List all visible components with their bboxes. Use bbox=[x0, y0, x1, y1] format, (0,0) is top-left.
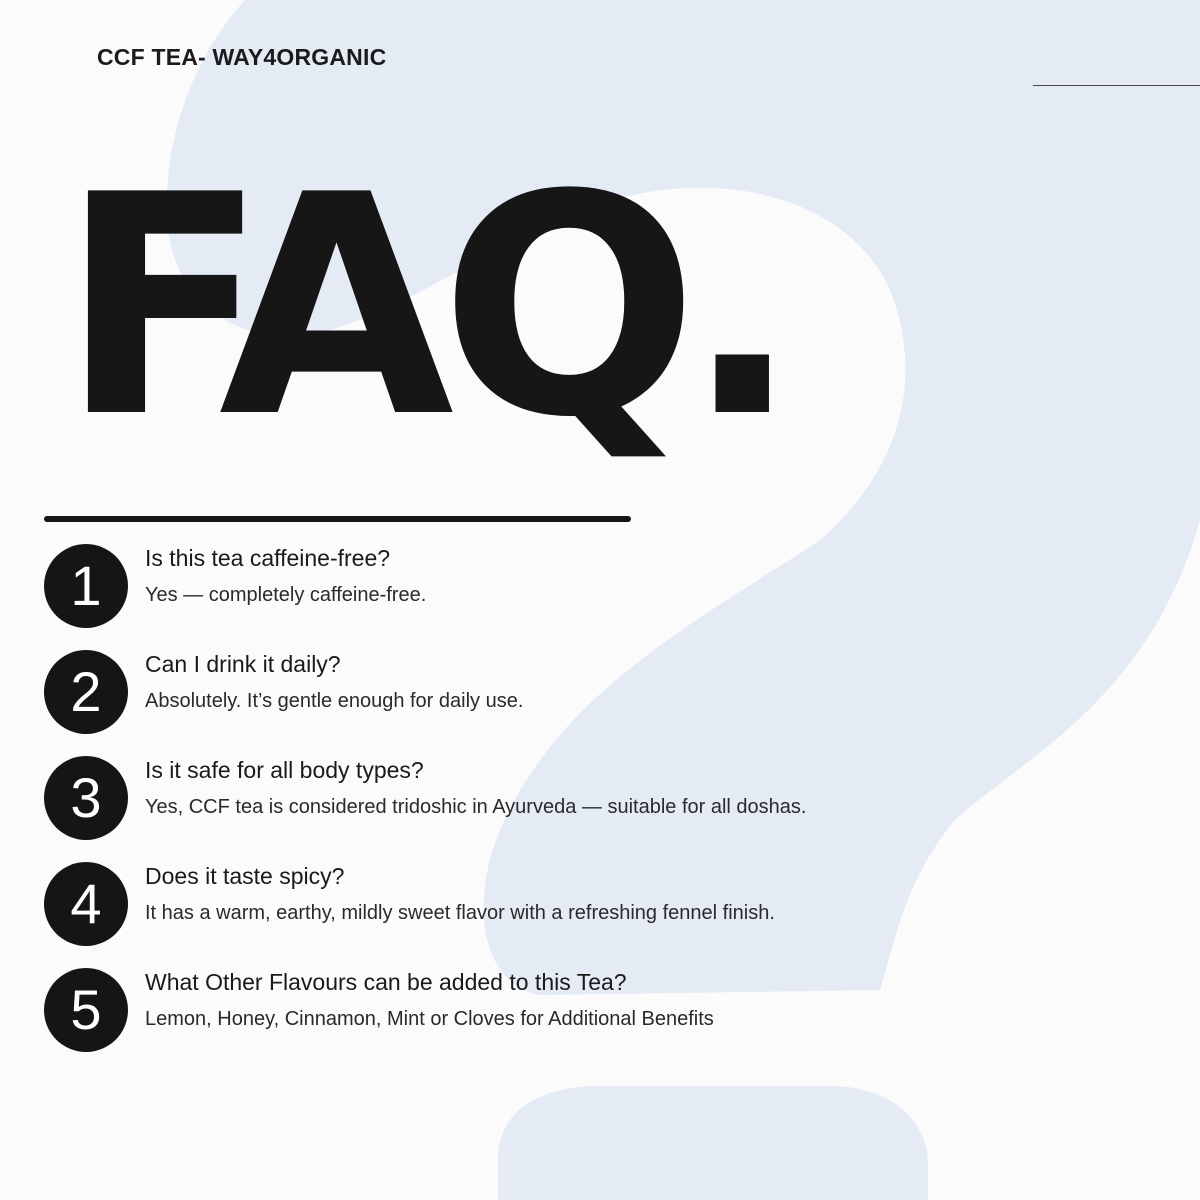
number-badge: 5 bbox=[44, 968, 128, 1052]
number-badge: 2 bbox=[44, 650, 128, 734]
faq-item-5 bbox=[44, 968, 1154, 1074]
faq-question: What Other Flavours can be added to this Tea? bbox=[145, 969, 627, 995]
brand-name: CCF TEA- WAY4ORGANIC bbox=[97, 44, 387, 70]
faq-item-2 bbox=[44, 650, 1154, 756]
faq-answer: Absolutely. It’s gentle enough for daily use. bbox=[145, 690, 524, 712]
top-right-rule bbox=[1033, 85, 1200, 86]
faq-answer: Lemon, Honey, Cinnamon, Mint or Cloves for Additional Benefits bbox=[145, 1008, 714, 1030]
title-divider bbox=[44, 516, 631, 522]
number-badge: 3 bbox=[44, 756, 128, 840]
faq-list bbox=[44, 544, 1154, 1074]
faq-question: Is this tea caffeine-free? bbox=[145, 545, 391, 571]
faq-answer: It has a warm, earthy, mildly sweet flavor with a refreshing fennel finish. bbox=[145, 902, 775, 924]
question-mark-dot bbox=[498, 1086, 928, 1200]
faq-question: Is it safe for all body types? bbox=[145, 757, 424, 783]
page-title: FAQ. bbox=[60, 130, 786, 484]
faq-question: Does it taste spicy? bbox=[145, 863, 345, 889]
faq-item-4 bbox=[44, 862, 1154, 968]
number-badge: 4 bbox=[44, 862, 128, 946]
number-badge: 1 bbox=[44, 544, 128, 628]
faq-item-3 bbox=[44, 756, 1154, 862]
faq-answer: Yes — completely caffeine-free. bbox=[145, 584, 427, 606]
faq-item-1 bbox=[44, 544, 1154, 650]
faq-answer: Yes, CCF tea is considered tridoshic in Ayurveda — suitable for all doshas. bbox=[145, 796, 807, 818]
faq-question: Can I drink it daily? bbox=[145, 651, 341, 677]
